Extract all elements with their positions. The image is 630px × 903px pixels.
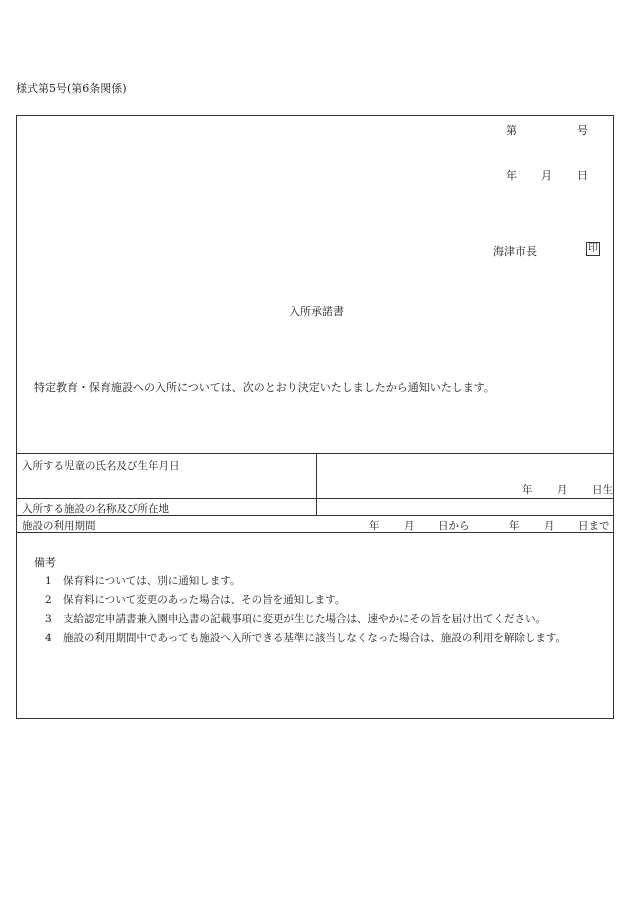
remark-text: 支給認定申請書兼入園申込書の記載事項に変更が生じた場合は、速やかにその旨を届け出てください。	[63, 613, 546, 625]
table-row-period-label: 施設の利用期間	[22, 520, 96, 532]
date-year: 年	[506, 169, 517, 182]
period-from-month: 月	[404, 520, 415, 532]
remark-number: 2	[45, 594, 52, 606]
period-from-day: 日から	[438, 520, 470, 532]
period-to-year: 年	[509, 520, 520, 532]
remarks-heading: 備考	[34, 556, 56, 569]
document-title: 入所承諾書	[289, 305, 344, 318]
period-to-month: 月	[544, 520, 555, 532]
child-birth-day: 日生	[592, 484, 613, 496]
child-birth-year: 年	[522, 484, 533, 496]
table-row-child-label: 入所する児童の氏名及び生年月日	[22, 460, 180, 472]
remark-number: 1	[45, 575, 52, 587]
period-to-day: 日まで	[578, 520, 610, 532]
table-row-divider-1	[17, 498, 613, 499]
table-column-divider	[316, 453, 317, 515]
period-from-year: 年	[369, 520, 380, 532]
remark-text: 保育料について変更のあった場合は、その旨を通知します。	[63, 594, 346, 606]
child-birth-month: 月	[557, 484, 568, 496]
number-prefix: 第	[506, 124, 517, 137]
form-number-label: 様式第5号(第6条関係)	[16, 82, 127, 95]
table-bottom-border	[17, 532, 613, 533]
date-month: 月	[541, 169, 552, 182]
notice-body: 特定教育・保育施設への入所については、次のとおり決定いたしましたから通知いたします。	[34, 381, 495, 394]
remark-text: 施設の利用期間中であっても施設へ入所できる基準に該当しなくなった場合は、施設の利用を解除します。	[63, 632, 567, 644]
notice-frame	[16, 115, 614, 719]
issuer-name: 海津市長	[493, 245, 537, 258]
number-suffix: 号	[577, 124, 588, 137]
remark-number: 3	[45, 613, 52, 625]
remark-text: 保育料については、別に通知します。	[63, 575, 241, 587]
date-day: 日	[577, 169, 588, 182]
remark-number: 4	[45, 632, 52, 644]
table-top-border	[17, 453, 613, 454]
seal-mark: 印	[588, 243, 598, 254]
table-row-facility-label: 入所する施設の名称及び所在地	[22, 503, 169, 515]
